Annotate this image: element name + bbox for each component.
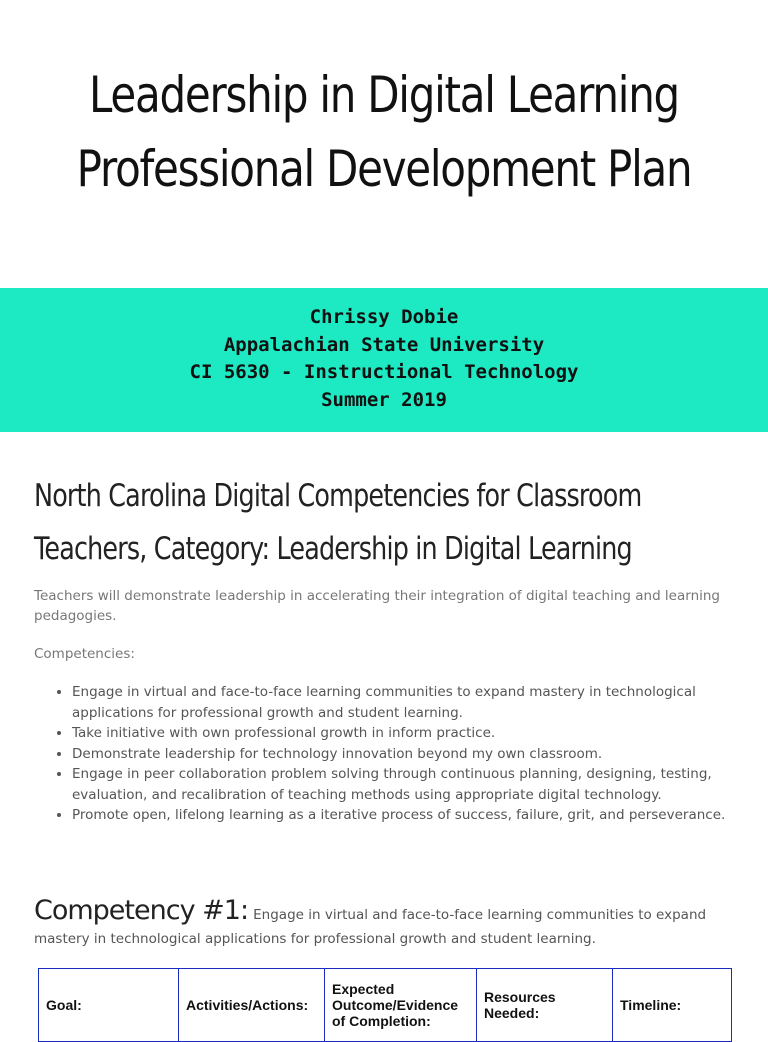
document-title bbox=[0, 0, 768, 206]
section-heading-line-2: Teachers, Category: Leadership in Digital Learning bbox=[34, 531, 632, 567]
course-name: CI 5630 - Instructional Technology bbox=[189, 361, 579, 383]
list-item: • Demonstrate leadership for technology innovation beyond my own classroom. bbox=[72, 744, 734, 765]
section-heading-line-1: North Carolina Digital Competencies for Classroom bbox=[34, 478, 642, 514]
plan-table bbox=[38, 968, 732, 1042]
university-name: Appalachian State University bbox=[223, 333, 545, 356]
competencies-label: Competencies: bbox=[34, 646, 135, 662]
list-item: • Promote open, lifelong learning as a iterative process of success, failure, grit, and perseverance. bbox=[72, 805, 734, 826]
competency-1-heading: Competency #1: bbox=[34, 895, 249, 926]
table-header-resources: Resources Needed: bbox=[477, 969, 613, 1042]
table-header-goal: Goal: bbox=[39, 969, 179, 1042]
title-line-1: Leadership in Digital Learning bbox=[89, 66, 679, 124]
list-item: • Engage in virtual and face-to-face learning communities to expand mastery in technological applications for professional growth and student learning. bbox=[72, 682, 734, 723]
author-banner bbox=[0, 288, 768, 432]
list-item: • Take initiative with own professional growth in inform practice. bbox=[72, 723, 734, 744]
competencies-list bbox=[34, 682, 734, 826]
table-header-activities: Activities/Actions: bbox=[179, 969, 325, 1042]
title-line-2: Professional Development Plan bbox=[76, 140, 692, 198]
term-label: Summer 2019 bbox=[321, 388, 447, 411]
table-header-row bbox=[39, 969, 732, 1042]
competency-1-block bbox=[34, 895, 734, 951]
table-header-timeline: Timeline: bbox=[613, 969, 732, 1042]
table-header-outcome: Expected Outcome/Evidence of Completion: bbox=[325, 969, 477, 1042]
competencies-section bbox=[34, 470, 734, 826]
list-item: • Engage in peer collaboration problem solving through continuous planning, designing, testing, evaluation, and recalibration of teaching methods using appropriate digital technology. bbox=[72, 764, 734, 805]
section-intro: Teachers will demonstrate leadership in accelerating their integration of digital teaching and learning pedagogies. bbox=[34, 588, 721, 624]
author-name: Chrissy Dobie bbox=[309, 306, 459, 328]
competency-1-text: Engage in virtual and face-to-face learning communities to expand mastery in technological applications for professional growth and student learning. bbox=[34, 907, 707, 947]
